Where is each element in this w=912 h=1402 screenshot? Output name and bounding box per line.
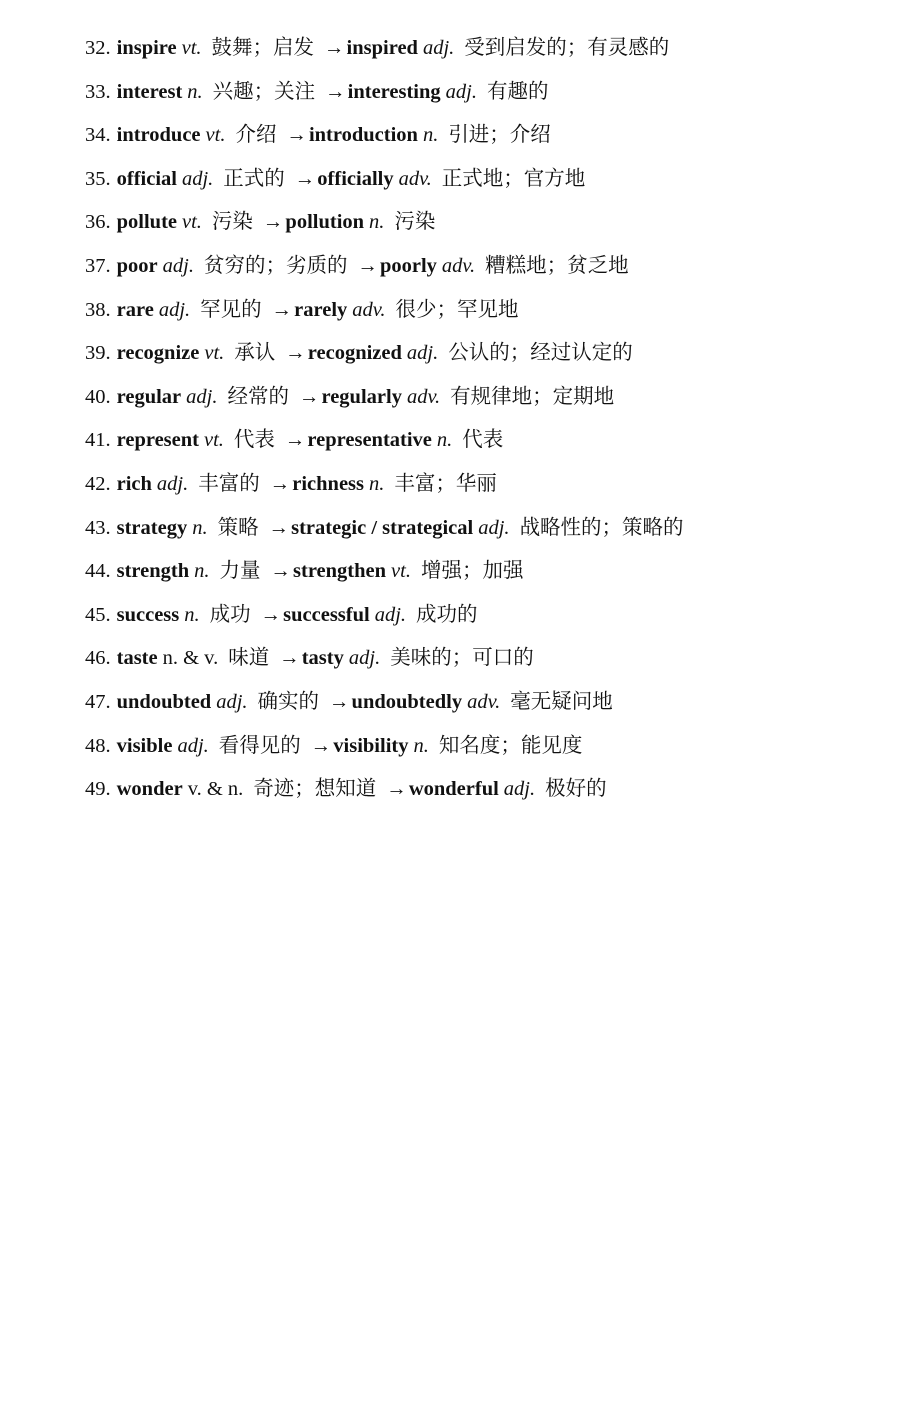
headword-part-of-speech: adj.: [181, 167, 214, 190]
derivation-arrow: →: [294, 167, 316, 190]
entry-number: 34.: [85, 124, 111, 147]
vocab-entry: [85, 768, 885, 812]
derived-meaning: 美味的；可口的: [390, 647, 534, 670]
derived-part-of-speech: vt.: [391, 560, 411, 583]
headword: represent: [116, 429, 199, 452]
derived-meaning: 战略性的；策略的: [519, 516, 684, 539]
vocab-entry: [85, 725, 885, 769]
entry-number: 45.: [85, 603, 111, 626]
headword: strategy: [116, 516, 188, 539]
headword-meaning: 污染: [211, 211, 253, 234]
derivation-arrow: →: [324, 37, 345, 59]
derived-meaning: 增强；加强: [420, 560, 524, 583]
headword: rich: [116, 472, 152, 495]
derived-part-of-speech: adj.: [406, 342, 439, 365]
headword-meaning: 鼓舞；启发: [211, 37, 315, 59]
derived-word: regularly: [321, 385, 402, 408]
headword-part-of-speech: n. & v.: [162, 647, 219, 670]
headword-part-of-speech: n.: [184, 603, 200, 626]
derived-part-of-speech: n.: [369, 211, 385, 234]
headword: success: [116, 603, 180, 626]
headword: official: [116, 167, 177, 190]
entry-number: 36.: [85, 211, 111, 234]
headword-meaning: 成功: [209, 603, 251, 626]
vocab-entry: [85, 114, 885, 158]
derived-part-of-speech: adj.: [348, 647, 381, 670]
derived-part-of-speech: adj.: [445, 80, 477, 103]
headword-part-of-speech: vt.: [204, 429, 224, 452]
derivation-arrow: →: [262, 211, 284, 234]
derived-word: rarely: [294, 298, 348, 321]
headword-part-of-speech: v. & n.: [187, 778, 244, 801]
entry-number: 37.: [85, 254, 111, 277]
derived-meaning: 有趣的: [487, 80, 549, 103]
derived-meaning: 丰富；华丽: [394, 472, 497, 495]
vocab-entry: [85, 27, 885, 71]
entry-number: 44.: [85, 560, 111, 583]
derived-word: recognized: [307, 342, 402, 365]
headword-meaning: 看得见的: [218, 734, 301, 757]
entry-number: 49.: [85, 778, 111, 801]
derivation-arrow: →: [269, 472, 291, 495]
derived-word: officially: [317, 167, 394, 190]
derivation-arrow: →: [260, 603, 282, 626]
derived-word: visibility: [333, 734, 409, 757]
vocab-entry: [85, 681, 885, 725]
headword-meaning: 奇迹；想知道: [253, 778, 377, 801]
derived-part-of-speech: adj.: [374, 603, 407, 626]
derived-word: richness: [292, 472, 364, 495]
derived-meaning: 引进；介绍: [448, 124, 551, 147]
vocab-entry: [85, 637, 885, 681]
headword-meaning: 正式的: [223, 167, 285, 190]
headword-part-of-speech: adj.: [162, 254, 194, 277]
vocab-entry: [85, 376, 885, 420]
headword: poor: [116, 254, 158, 277]
headword: regular: [116, 385, 182, 408]
headword: strength: [116, 560, 190, 583]
entry-number: 43.: [85, 516, 111, 539]
derived-part-of-speech: adv.: [441, 254, 476, 277]
derived-meaning: 污染: [394, 211, 436, 234]
derivation-arrow: →: [298, 385, 320, 408]
headword-meaning: 贫穷的；劣质的: [203, 254, 348, 277]
derived-meaning: 知名度；能见度: [438, 734, 583, 757]
derived-part-of-speech: adv.: [467, 690, 501, 713]
derived-part-of-speech: adv.: [406, 385, 441, 408]
vocab-entry: [85, 158, 885, 202]
derivation-arrow: →: [285, 342, 306, 365]
headword-meaning: 兴趣；关注: [212, 80, 316, 103]
headword-part-of-speech: n.: [192, 516, 208, 539]
headword-meaning: 确实的: [257, 690, 320, 713]
derivation-arrow: →: [284, 429, 306, 452]
derivation-arrow: →: [310, 734, 332, 757]
entry-number: 39.: [85, 342, 111, 365]
entry-number: 35.: [85, 167, 111, 190]
derived-meaning: 很少；罕见地: [395, 298, 519, 321]
headword-part-of-speech: vt.: [182, 211, 202, 234]
derived-word: wonderful: [408, 778, 499, 801]
derived-word: pollution: [285, 211, 365, 234]
headword: pollute: [116, 211, 177, 234]
entry-number: 48.: [85, 734, 111, 757]
derived-word: strategic / strategical: [291, 516, 474, 539]
headword: taste: [116, 647, 158, 670]
headword-meaning: 承认: [234, 342, 276, 365]
vocab-entry: [85, 71, 885, 115]
derived-word: poorly: [379, 254, 437, 277]
derived-word: interesting: [347, 80, 441, 103]
headword-part-of-speech: adj.: [186, 385, 218, 408]
vocab-entry: [85, 550, 885, 594]
headword-meaning: 代表: [233, 429, 275, 452]
headword-part-of-speech: adj.: [158, 298, 191, 321]
vocab-entry: [85, 245, 885, 289]
derived-part-of-speech: adv.: [398, 167, 432, 190]
derived-meaning: 极好的: [545, 778, 607, 801]
vocab-entry: [85, 419, 885, 463]
derived-meaning: 毫无疑问地: [510, 690, 613, 713]
derived-part-of-speech: adj.: [478, 516, 510, 539]
derived-word: tasty: [301, 647, 344, 670]
vocab-entry: [85, 594, 885, 638]
entry-number: 47.: [85, 690, 111, 713]
entry-number: 41.: [85, 429, 111, 452]
derived-meaning: 有规律地；定期地: [450, 385, 615, 408]
vocab-entry: [85, 289, 885, 333]
derived-part-of-speech: n.: [436, 429, 453, 452]
derivation-arrow: →: [357, 254, 378, 277]
derivation-arrow: →: [271, 298, 293, 321]
headword-part-of-speech: n.: [187, 80, 203, 103]
derived-word: strengthen: [293, 560, 387, 583]
headword-part-of-speech: vt.: [205, 124, 226, 147]
headword: rare: [116, 298, 154, 321]
headword: visible: [116, 734, 173, 757]
derivation-arrow: →: [270, 560, 292, 583]
headword: interest: [116, 80, 183, 103]
derivation-arrow: →: [325, 80, 346, 103]
derivation-arrow: →: [329, 690, 350, 713]
derived-part-of-speech: n.: [422, 124, 439, 147]
vocab-entry: [85, 332, 885, 376]
entry-number: 32.: [85, 37, 111, 59]
headword-meaning: 味道: [228, 647, 270, 670]
derived-meaning: 代表: [462, 429, 504, 452]
vocabulary-list: [85, 27, 885, 812]
derived-word: successful: [283, 603, 370, 626]
derived-part-of-speech: n.: [369, 472, 385, 495]
derived-meaning: 糟糕地；贫乏地: [485, 254, 629, 277]
derived-part-of-speech: adv.: [352, 298, 386, 321]
headword-meaning: 经常的: [227, 385, 289, 408]
entry-number: 40.: [85, 385, 111, 408]
derived-meaning: 公认的；经过认定的: [448, 342, 633, 365]
derivation-arrow: →: [268, 516, 290, 539]
derived-part-of-speech: n.: [413, 734, 429, 757]
vocab-entry: [85, 463, 885, 507]
derived-word: undoubtedly: [351, 690, 463, 713]
derivation-arrow: →: [286, 124, 307, 147]
vocab-entry: [85, 201, 885, 245]
derived-meaning: 成功的: [416, 603, 478, 626]
headword: undoubted: [116, 690, 212, 713]
headword: introduce: [116, 124, 201, 147]
headword-part-of-speech: adj.: [216, 690, 248, 713]
derived-part-of-speech: adj.: [422, 37, 455, 59]
derivation-arrow: →: [386, 778, 407, 801]
headword: recognize: [116, 342, 200, 365]
entry-number: 42.: [85, 472, 111, 495]
headword-meaning: 力量: [219, 560, 261, 583]
headword-part-of-speech: vt.: [181, 37, 202, 59]
derived-meaning: 正式地；官方地: [441, 167, 586, 190]
derivation-arrow: →: [279, 647, 300, 670]
entry-number: 46.: [85, 647, 111, 670]
derived-word: representative: [307, 429, 432, 452]
headword-meaning: 罕见的: [200, 298, 262, 321]
vocab-entry: [85, 507, 885, 551]
entry-number: 33.: [85, 80, 111, 103]
headword-meaning: 丰富的: [198, 472, 260, 495]
derived-word: inspired: [346, 37, 418, 59]
headword-part-of-speech: vt.: [204, 342, 225, 365]
derived-word: introduction: [308, 124, 418, 147]
headword-part-of-speech: n.: [194, 560, 210, 583]
derived-meaning: 受到启发的；有灵感的: [464, 37, 670, 59]
headword-part-of-speech: adj.: [177, 734, 209, 757]
headword: wonder: [116, 778, 183, 801]
derived-part-of-speech: adj.: [503, 778, 536, 801]
headword-meaning: 策略: [217, 516, 259, 539]
headword-meaning: 介绍: [235, 124, 277, 147]
headword: inspire: [116, 37, 177, 59]
headword-part-of-speech: adj.: [156, 472, 189, 495]
entry-number: 38.: [85, 298, 111, 321]
